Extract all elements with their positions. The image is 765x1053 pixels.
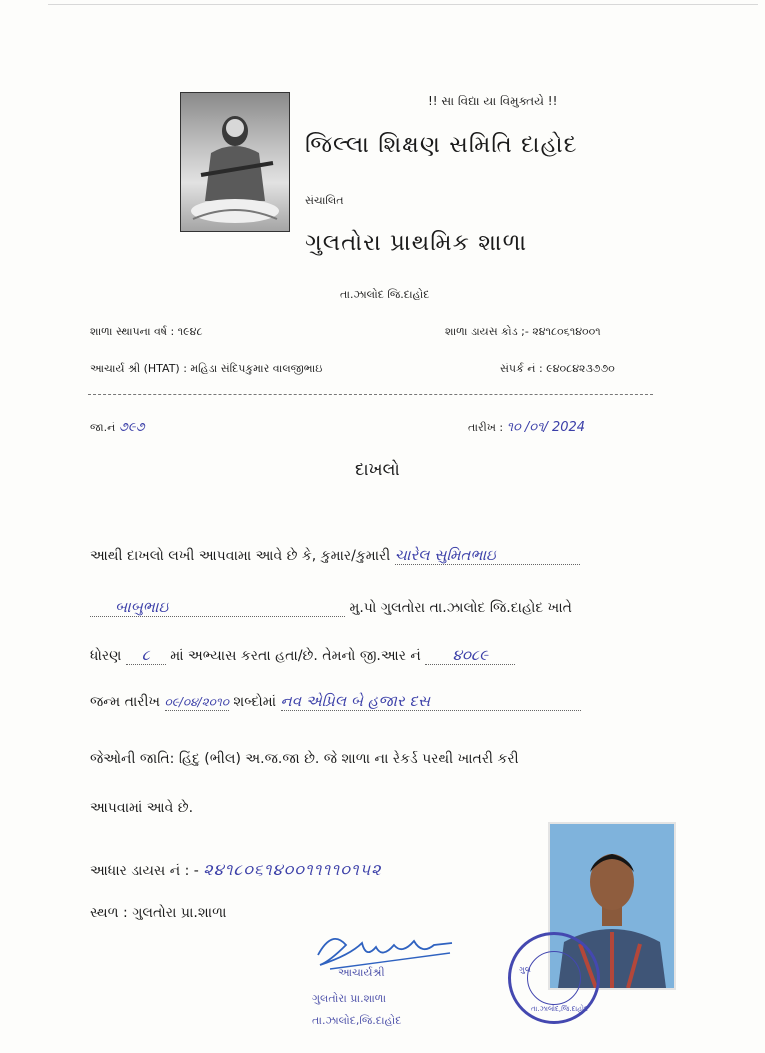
- cert-line-2-suffix: મુ.પો ગુલતોરા તા.ઝાલોદ જિ.દાહોદ ખાતે: [349, 600, 572, 616]
- ref-number-label: જા.નં: [90, 421, 116, 434]
- ref-date-value: ૧૦ /૦૧/ 2024: [506, 420, 586, 435]
- ref-number: [90, 420, 145, 435]
- dob-value: ૦૯/૦૪/૨૦૧૦: [164, 695, 229, 709]
- saraswati-image: [180, 92, 290, 232]
- dob-words-label: શબ્દોમાં: [233, 694, 277, 710]
- cert-line-1-prefix: આથી દાખલો લખી આપવામા આવે છે કે, કુમાર/કુમારી: [90, 548, 391, 564]
- motto: !! સા વિદ્યા યા વિમુક્તયે !!: [428, 94, 558, 108]
- aadhar-line: [90, 860, 382, 880]
- father-name: બાબુભાઇ: [90, 598, 345, 617]
- ref-date-label: તારીખ :: [468, 421, 504, 434]
- samiti-heading: જિલ્લા શિક્ષણ સમિતિ દાહોદ: [305, 132, 578, 158]
- cert-line-1: [90, 546, 580, 565]
- dob-label: જન્મ તારીખ: [90, 694, 161, 710]
- std-mid-text: માં અભ્યાસ કરતા હતા/છે.: [170, 648, 318, 664]
- stamp-inner-ring: [527, 951, 581, 1005]
- student-name: ચારેલ સુમિતભાઇ: [395, 546, 580, 565]
- top-border: [48, 4, 758, 5]
- signature-school: ગુલતોરા પ્રા.શાળા: [312, 992, 387, 1005]
- ref-number-value: ૭૯૭: [118, 420, 145, 435]
- aadhar-value: ૨૪૧૮૦૬૧૪૦૦૧૧૧૧૦૧૫૨: [203, 860, 382, 879]
- cert-line-2: [90, 598, 572, 617]
- dob-words: નવ એપ્રિલ બે હજાર દસ: [281, 692, 581, 711]
- stamp-text-top: ગુલ: [519, 965, 531, 974]
- gr-label: તેમનો જી.આર નં: [322, 648, 421, 664]
- contact-number: સંપર્ક નં : ૯૪૦૮૪૨૩૭૭૦: [500, 362, 615, 375]
- signature-address: તા.ઝાલોદ,જિ.દાહોદ: [312, 1014, 402, 1027]
- aadhar-label: આધાર ડાયસ નં : -: [90, 863, 199, 879]
- ref-date: [468, 420, 585, 435]
- principal-name: આચાર્ય શ્રી (HTAT) : મહિડા સંદિપકુમાર વાલજીભાઇ: [90, 362, 323, 375]
- closing-line: આપવામાં આવે છે.: [90, 800, 194, 816]
- cert-line-4: [90, 692, 581, 711]
- certificate-title: દાખલો: [355, 460, 400, 480]
- dise-code: શાળા ડાયસ કોડ ;- ૨૪૧૮૦૬૧૪૦૦૧: [445, 325, 601, 338]
- school-name: ગુલતોરા પ્રાથમિક શાળા: [305, 230, 528, 256]
- gr-value: ૪૦૮૯: [425, 646, 515, 665]
- cert-line-3: [90, 646, 515, 665]
- place-line: સ્થળ : ગુલતોરા પ્રા.શાળા: [90, 905, 227, 921]
- sanchalit-label: સંચાલિત: [305, 194, 344, 207]
- std-label: ધોરણ: [90, 648, 122, 664]
- header-divider: [88, 394, 653, 395]
- established-year: શાળા સ્થાપના વર્ષ : ૧૯૪૮: [90, 325, 203, 338]
- caste-line: જેઓની જાતિ: હિંદુ (ભીલ) અ.જ.જા છે. જે શાળા ના રેકર્ડ પરથી ખાતરી કરી: [90, 751, 519, 767]
- principal-signature: [310, 925, 460, 979]
- school-address: તા.ઝાલોદ જિ.દાહોદ: [340, 288, 430, 301]
- std-value: ૮: [126, 646, 166, 665]
- school-stamp: [508, 932, 600, 1024]
- signature-title: આચાર્યશ્રી: [338, 966, 385, 979]
- stamp-text-bottom: તા.ઝાલોદ,જિ.દાહોદ: [531, 1005, 588, 1013]
